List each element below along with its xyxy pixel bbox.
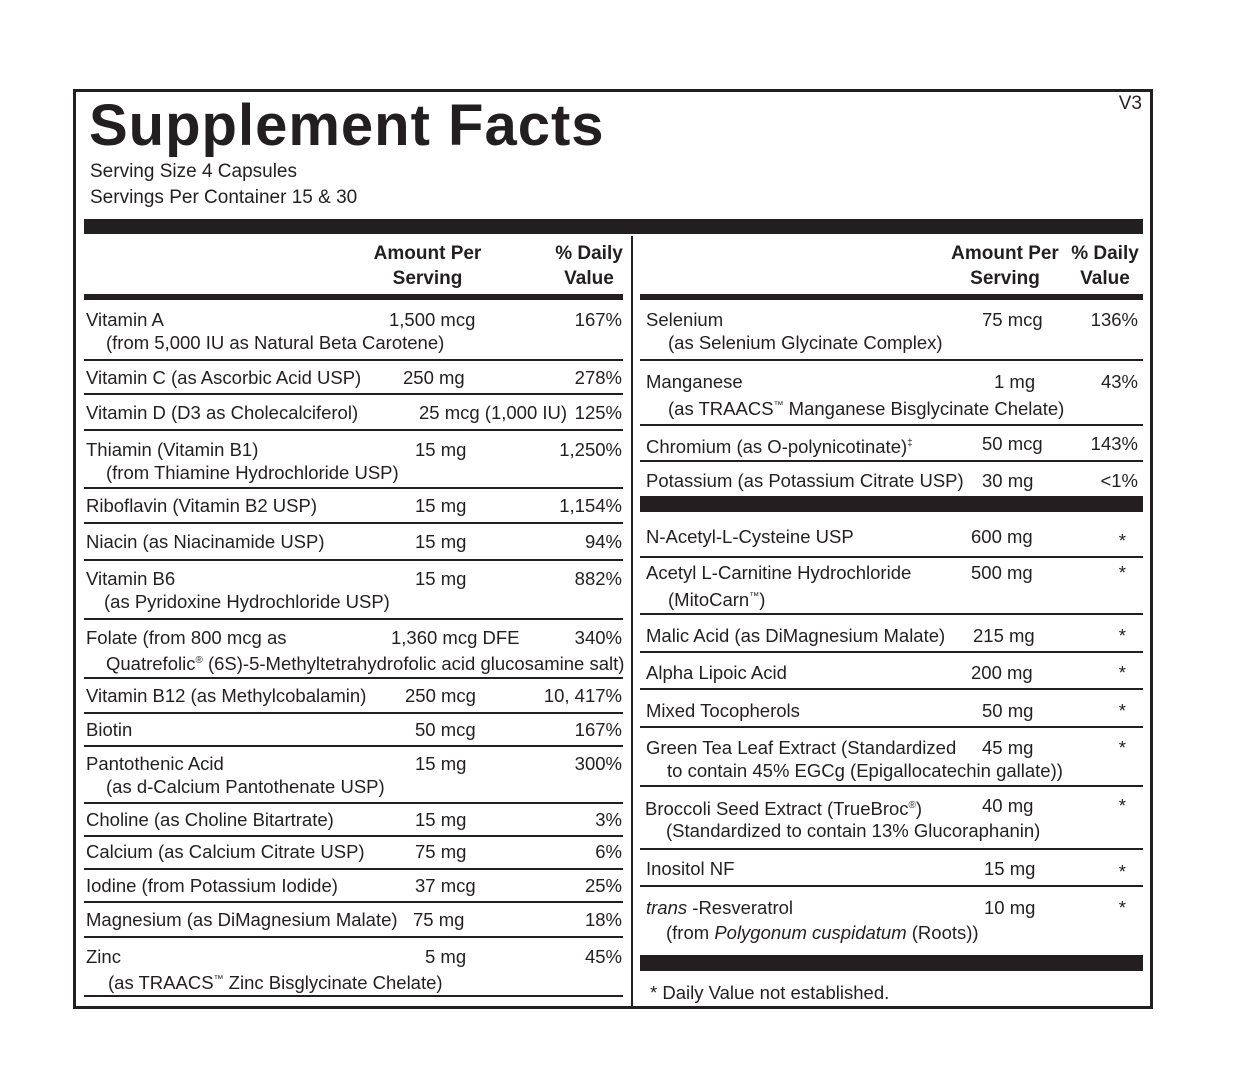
header-bar — [84, 219, 1143, 234]
row-divider — [640, 613, 1143, 615]
nutrient-dv: 882% — [574, 568, 622, 589]
row-divider — [84, 522, 623, 524]
nutrient-amount: 5 mg — [425, 946, 467, 967]
nutrient-source — [108, 968, 443, 994]
nutrient-name: Choline (as Choline Bitartrate) — [86, 809, 334, 830]
row-divider — [640, 424, 1143, 426]
name-text: ) — [915, 798, 923, 820]
nutrient-name: Magnesium (as DiMagnesium Malate) — [86, 909, 398, 930]
nutrient-amount: 30 mg — [982, 470, 1034, 491]
nutrient-dv: 136% — [1090, 309, 1138, 330]
nutrient-name: Pantothenic Acid — [86, 753, 224, 774]
nutrient-dv: * — [1118, 897, 1126, 918]
version-label: V3 — [1118, 93, 1142, 114]
nutrient-name: Folate (from 800 mcg as — [86, 627, 287, 648]
nutrient-amount: 75 mg — [415, 841, 467, 862]
nutrient-name: Vitamin D (D3 as Cholecalciferol) — [86, 402, 359, 423]
source-text: (MitoCarn — [668, 589, 750, 611]
source-text: Quatrefolic — [106, 653, 196, 675]
nutrient-name: Inositol NF — [646, 858, 735, 879]
name-text: -Resveratrol — [687, 897, 794, 918]
trademark-mark: ™ — [773, 400, 784, 411]
nutrient-dv: 125% — [574, 402, 622, 423]
right-amount-header-line1: Amount Per — [951, 243, 1059, 264]
source-text: Zinc Bisglycinate Chelate) — [223, 972, 443, 994]
page-title: Supplement Facts — [89, 93, 605, 158]
nutrient-name: Iodine (from Potassium Iodide) — [86, 875, 338, 896]
nutrient-dv: 143% — [1090, 433, 1138, 454]
row-divider — [84, 487, 623, 489]
double-dagger-mark: ‡ — [907, 438, 913, 449]
nutrient-amount: 15 mg — [415, 495, 467, 516]
nutrient-name: Biotin — [86, 719, 133, 740]
nutrient-dv: * — [1118, 530, 1126, 551]
nutrient-dv: 278% — [574, 367, 622, 388]
row-divider — [640, 848, 1143, 850]
nutrient-source: (Standardized to contain 13% Glucoraphanin) — [666, 820, 1041, 841]
right-dv-header — [1066, 241, 1144, 291]
right-amount-header — [940, 241, 1070, 291]
nutrient-amount: 600 mg — [971, 526, 1033, 547]
nutrient-name: Vitamin C (as Ascorbic Acid USP) — [86, 367, 362, 388]
right-dv-header-line1: % Daily — [1071, 243, 1139, 264]
footnote: * Daily Value not established. — [650, 982, 890, 1003]
row-divider — [84, 559, 623, 561]
nutrient-amount: 15 mg — [984, 858, 1036, 879]
nutrient-source: (as Selenium Glycinate Complex) — [668, 332, 943, 353]
nutrient-name: N-Acetyl-L-Cysteine USP — [646, 526, 854, 547]
nutrient-amount: 37 mcg — [415, 875, 476, 896]
nutrient-source: (from 5,000 IU as Natural Beta Carotene) — [106, 332, 445, 353]
name-italic: trans — [646, 897, 688, 918]
nutrient-amount: 50 mcg — [415, 719, 476, 740]
servings-per-container: Servings Per Container 15 & 30 — [90, 187, 358, 208]
nutrient-dv: * — [1118, 662, 1126, 683]
nutrient-amount: 250 mcg — [405, 685, 476, 706]
nutrient-name — [645, 794, 922, 820]
nutrient-amount: 1 mg — [994, 371, 1036, 392]
nutrient-dv: 94% — [584, 531, 622, 552]
nutrient-name: Green Tea Leaf Extract (Standardized — [646, 737, 957, 758]
nutrient-name: Alpha Lipoic Acid — [646, 662, 787, 683]
nutrient-dv: * — [1118, 700, 1126, 721]
nutrient-dv: * — [1118, 861, 1126, 882]
row-divider — [84, 359, 623, 361]
nutrient-amount: 1,360 mcg DFE — [391, 627, 520, 648]
nutrient-amount: 15 mg — [415, 531, 467, 552]
footer-bar — [640, 955, 1143, 971]
nutrient-dv: 6% — [595, 841, 622, 862]
nutrient-dv: 167% — [574, 719, 622, 740]
nutrient-dv: 25% — [584, 875, 622, 896]
row-divider — [84, 429, 623, 431]
row-divider — [640, 688, 1143, 690]
left-amount-header — [360, 241, 495, 291]
row-divider — [640, 651, 1143, 653]
left-dv-header-line2: Value — [564, 268, 614, 289]
nutrient-name: Riboflavin (Vitamin B2 USP) — [86, 495, 317, 516]
nutrient-dv: 340% — [574, 627, 622, 648]
row-divider — [640, 785, 1143, 787]
nutrient-dv: * — [1118, 737, 1126, 758]
row-divider — [640, 556, 1143, 558]
row-divider — [84, 995, 623, 997]
nutrient-source: to contain 45% EGCg (Epigallocatechin gallate)) — [667, 760, 1063, 781]
column-divider — [631, 236, 633, 1009]
nutrient-name — [646, 432, 913, 458]
right-dv-header-line2: Value — [1080, 268, 1130, 289]
nutrient-amount: 50 mg — [982, 700, 1034, 721]
nutrient-amount: 15 mg — [415, 809, 467, 830]
nutrient-name: Calcium (as Calcium Citrate USP) — [86, 841, 365, 862]
nutrient-dv: 10, 417% — [543, 685, 622, 706]
source-text: ) — [759, 589, 766, 611]
source-text: (Roots)) — [906, 922, 979, 943]
name-text: Broccoli Seed Extract (TrueBroc — [645, 798, 909, 820]
row-divider — [84, 936, 623, 938]
name-text: Chromium (as O-polynicotinate) — [646, 436, 908, 458]
nutrient-name: Niacin (as Niacinamide USP) — [86, 531, 325, 552]
section-bar — [640, 496, 1143, 512]
nutrient-source: (as Pyridoxine Hydrochloride USP) — [104, 591, 390, 612]
right-header-rule — [640, 294, 1143, 300]
left-dv-header-line1: % Daily — [555, 243, 623, 264]
nutrient-source — [106, 649, 624, 675]
nutrient-name: Zinc — [86, 946, 121, 967]
nutrient-dv: * — [1118, 562, 1126, 583]
nutrient-dv: 43% — [1100, 371, 1138, 392]
source-text: (6S)-5-Methyltetrahydrofolic acid glucosamine salt) — [202, 653, 625, 675]
nutrient-amount: 40 mg — [982, 795, 1034, 816]
nutrient-amount: 15 mg — [415, 439, 467, 460]
nutrient-name: Mixed Tocopherols — [646, 700, 800, 721]
nutrient-dv: <1% — [1100, 470, 1138, 491]
row-divider — [640, 726, 1143, 728]
nutrient-name: Acetyl L-Carnitine Hydrochloride — [646, 562, 912, 583]
nutrient-amount: 215 mg — [973, 625, 1035, 646]
source-text: (as TRAACS — [668, 398, 774, 420]
nutrient-source — [668, 394, 1064, 420]
registered-mark: ® — [908, 800, 916, 811]
nutrient-dv: * — [1118, 625, 1126, 646]
nutrient-amount: 200 mg — [971, 662, 1033, 683]
row-divider — [640, 460, 1143, 462]
left-dv-header — [548, 241, 630, 291]
left-amount-header-line1: Amount Per — [373, 243, 482, 264]
nutrient-amount: 250 mg — [403, 367, 465, 388]
row-divider — [84, 868, 623, 870]
nutrient-name: Selenium — [646, 309, 724, 330]
right-amount-header-line2: Serving — [970, 268, 1040, 289]
nutrient-name: Manganese — [646, 371, 743, 392]
source-text: Manganese Bisglycinate Chelate) — [783, 398, 1065, 420]
row-divider — [640, 885, 1143, 887]
row-divider — [84, 835, 623, 837]
nutrient-amount: 75 mcg — [982, 309, 1043, 330]
nutrient-name: Potassium (as Potassium Citrate USP) — [646, 470, 964, 491]
nutrient-name: Malic Acid (as DiMagnesium Malate) — [646, 625, 946, 646]
nutrient-name — [646, 896, 793, 919]
trademark-mark: ™ — [213, 974, 224, 985]
nutrient-dv: 1,250% — [559, 439, 622, 460]
nutrient-dv: 45% — [584, 946, 622, 967]
row-divider — [84, 712, 623, 714]
nutrient-dv: 300% — [574, 753, 622, 774]
row-divider — [84, 745, 623, 747]
nutrient-amount: 25 mcg (1,000 IU) — [419, 402, 568, 423]
nutrient-source — [666, 921, 979, 944]
nutrient-name: Vitamin B12 (as Methylcobalamin) — [86, 685, 367, 706]
registered-mark: ® — [195, 655, 203, 666]
nutrient-amount: 75 mg — [413, 909, 465, 930]
nutrient-source — [668, 585, 765, 611]
nutrient-amount: 45 mg — [982, 737, 1034, 758]
source-text: (from — [666, 922, 715, 943]
left-amount-header-line2: Serving — [392, 268, 463, 289]
nutrient-dv: * — [1118, 795, 1126, 816]
source-text: (as TRAACS — [108, 972, 214, 994]
nutrient-dv: 167% — [574, 309, 622, 330]
nutrient-source: (from Thiamine Hydrochloride USP) — [106, 462, 399, 483]
nutrient-name: Thiamin (Vitamin B1) — [86, 439, 259, 460]
nutrient-amount: 500 mg — [971, 562, 1033, 583]
left-header-rule — [84, 294, 623, 300]
nutrient-amount: 1,500 mcg — [389, 309, 476, 330]
nutrient-name: Vitamin B6 — [86, 568, 176, 589]
row-divider — [640, 359, 1143, 361]
row-divider — [84, 393, 623, 395]
row-divider — [84, 677, 623, 679]
nutrient-amount: 50 mcg — [982, 433, 1043, 454]
nutrient-dv: 1,154% — [559, 495, 622, 516]
nutrient-amount: 15 mg — [415, 568, 467, 589]
nutrient-amount: 10 mg — [984, 897, 1036, 918]
nutrient-dv: 18% — [584, 909, 622, 930]
row-divider — [84, 901, 623, 903]
source-italic: Polygonum cuspidatum — [714, 922, 907, 943]
row-divider — [84, 618, 623, 620]
nutrient-source: (as d-Calcium Pantothenate USP) — [106, 776, 385, 797]
row-divider — [84, 802, 623, 804]
nutrient-dv: 3% — [595, 809, 622, 830]
nutrient-amount: 15 mg — [415, 753, 467, 774]
serving-size: Serving Size 4 Capsules — [90, 161, 297, 182]
trademark-mark: ™ — [749, 591, 760, 602]
nutrient-name: Vitamin A — [86, 309, 164, 330]
